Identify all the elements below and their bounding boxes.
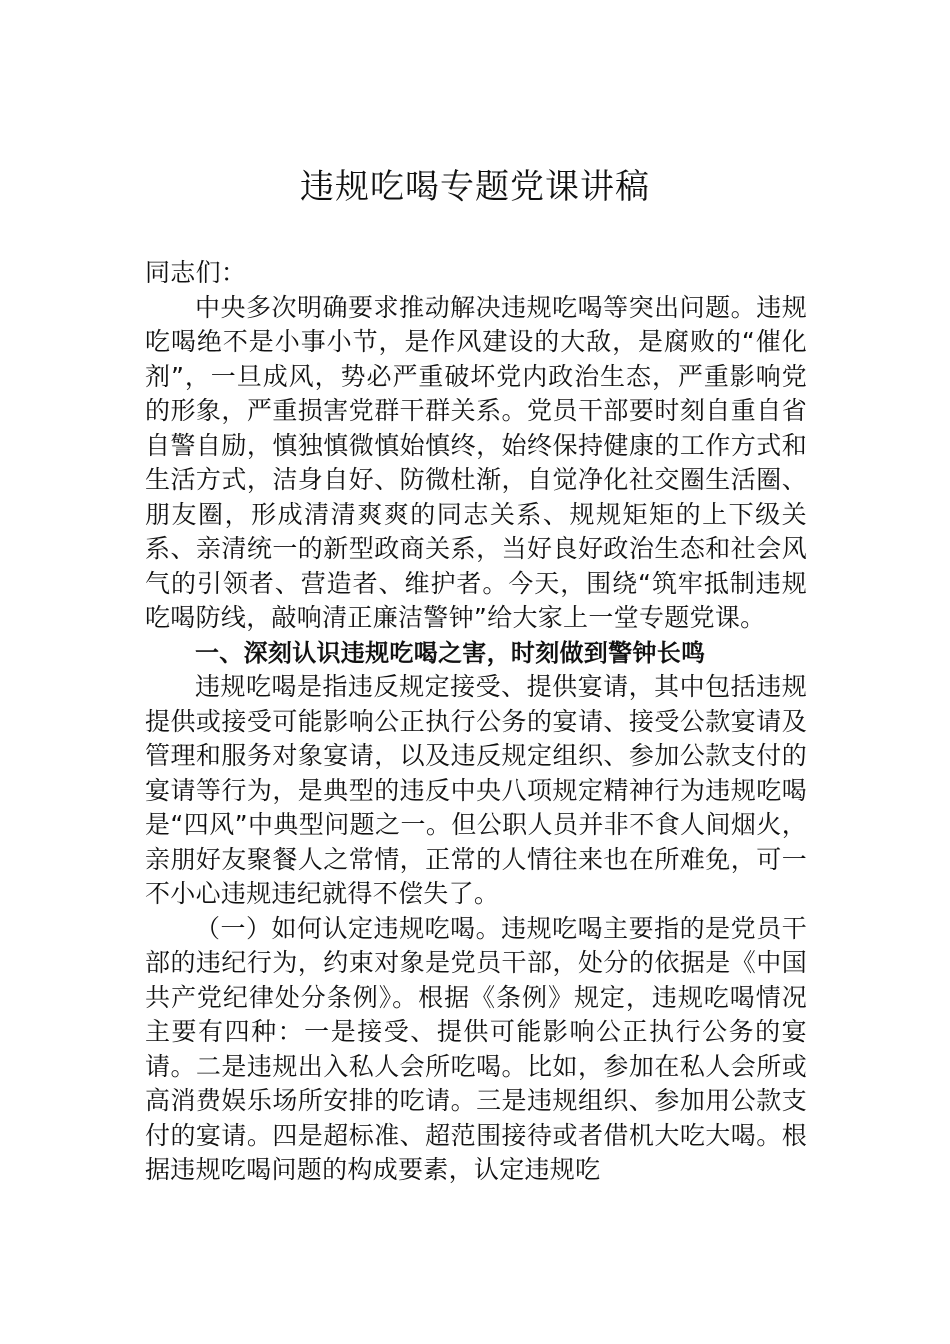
document-body bbox=[145, 256, 807, 1188]
section-heading-1: 一、深刻认识违规吃喝之害，时刻做到警钟长鸣 bbox=[195, 638, 706, 667]
section1-paragraph-1: 违规吃喝是指违反规定接受、提供宴请，其中包括违规提供或接受可能影响公正执行公务的宴请、接受公款宴请及管理和服务对象宴请，以及违反规定组织、参加公款支付的宴请等行为，是典型的违反中央八项规定精神行为违规吃喝是“四风”中典型问题之一。但公职人员并非不食人间烟火，亲朋好友聚餐人之常情，正常的人情往来也在所难免，可一不小心违规违纪就得不偿失了。 bbox=[145, 672, 807, 908]
document-title: 违规吃喝专题党课讲稿 bbox=[300, 167, 650, 207]
salutation: 同志们： bbox=[145, 258, 247, 287]
section1-paragraph-2: （一）如何认定违规吃喝。违规吃喝主要指的是党员干部的违纪行为，约束对象是党员干部，处分的依据是《中国共产党纪律处分条例》。根据《条例》规定，违规吃喝情况主要有四种：一是接受、提供可能影响公正执行公务的宴请。二是违规出入私人会所吃喝。比如，参加在私人会所或高消费娱乐场所安排的吃请。三是违规组织、参加用公款支付的宴请。四是超标准、超范围接待或者借机大吃大喝。根据违规吃喝问题的构成要素，认定违规吃 bbox=[145, 913, 807, 1184]
intro-paragraph: 中央多次明确要求推动解决违规吃喝等突出问题。违规吃喝绝不是小事小节，是作风建设的大敌，是腐败的“催化剂”，一旦成风，势必严重破坏党内政治生态，严重影响党的形象，严重损害党群干群关系。党员干部要时刻自重自省自警自励，慎独慎微慎始慎终，始终保持健康的工作方式和生活方式，洁身自好、防微杜渐，自觉净化社交圈生活圈、朋友圈，形成清清爽爽的同志关系、规规矩矩的上下级关系、亲清统一的新型政商关系，当好良好政治生态和社会风气的引领者、营造者、维护者。今天，围绕“筑牢抵制违规吃喝防线，敲响清正廉洁警钟”给大家上一堂专题党课。 bbox=[145, 292, 807, 632]
